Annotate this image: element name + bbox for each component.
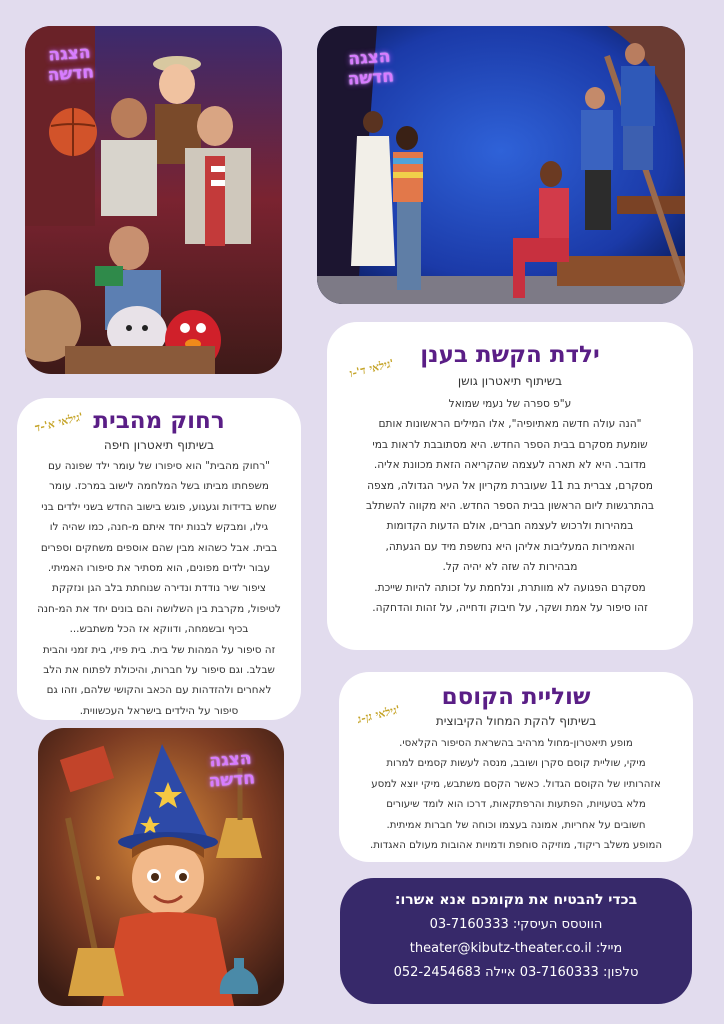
business-phone-link[interactable]: 03-7160333: [429, 917, 509, 932]
new-show-badge: הצגה חדשה: [347, 46, 395, 90]
age-range-label: גילאי א'-ד': [33, 410, 85, 435]
show-description: "רחוק מהבית" הוא סיפורו של עומר ילד שפונה עם משפחתו מביתו בשל המלחמה לישוב במרכז. עומר שחש בדידות וגעגוע, פוגש בישוב החדש בשני ילדים בני גילו, ומבקש לבנות יחד איתם מ-חנה, כמו שהיה לו בבית. אבל כשהוא מבין שהם אוספים משחקים וספרים עבור ילדים מפונים, הוא מסתיר את סיפורו האמיתי. ציפור שיר נודדת ונדירה שנוחתת בלב הגן ונזקקת לטיפול, מקרבת בין השלושה והם בונים יחד את המ-חנה בכיף ובשמחה, ודווקא אז הכל משתבש... זה סיפור על המהות של בית. בית פיזי, בית זמני והבית שבלב. וגם סיפור על חברות, והיכולת לפתוח את הלב לאחרים ולהזדהות עם הכאב והקושי שלהם, וזהו גם סיפור על הילדים בישראל העכשווית.: [37, 460, 281, 717]
contact-phone-line: טלפון: 03-7160333 איילה 052-2454683: [393, 965, 639, 980]
show-title: שוליית הקוסם: [441, 684, 591, 710]
new-show-badge: הצגה חדשה: [47, 42, 95, 86]
show-description: מופע תיאטרון-מחול מרהיב בהשראת הסיפור הקלאסי. מיקי, שוליית קוסם סקרן ושובב, מנסה לעשות קסמים למרות אזהרותיו של הקוסם הגדול. כאשר הקסם משתבש, מיקי יוצא למסע מלא בטעויות, הפתעות והרפתקאות, דרכו הוא לומד שיעורים חשובים על אחריות, אמונה בעצמו וכוחה של חברות אמיתית. המופע משלב ריקוד, מוזיקה סוחפת ודמויות אהובות מעולם האגדות.: [369, 738, 663, 852]
new-show-badge: הצגה חדשה: [208, 748, 256, 792]
phone-link[interactable]: 03-7160333: [519, 965, 599, 980]
contact-box: [340, 878, 692, 1004]
contact-mail-line: מייל: theater@kibutz-theater.co.il: [409, 941, 623, 956]
age-range-label: גילאי ד'-ו': [348, 356, 396, 381]
show-card-sorcerers-apprentice: [339, 672, 693, 862]
show-partner: בשיתוף להקת המחול הקיבוצית: [435, 714, 597, 728]
contact-title: בכדי להבטיח את מקומכם אנא אשרו:: [394, 892, 638, 908]
show-title: ילדת הקשת בענן: [420, 342, 600, 368]
show-title: רחוק מהבית: [93, 408, 225, 434]
mobile-link[interactable]: 052-2454683: [393, 965, 482, 980]
email-link[interactable]: theater@kibutz-theater.co.il: [409, 941, 592, 956]
show-description: ע"פ ספרה של נעמי שמואל "הנה עולה חדשה מאתיופיה", אלו המילים הראשונות אותם שומעת מסקרם בבית הספר החדש. היא מסתובבת לראות במי מדובר. היא לא תארה לעצמה שהקריאה הזאת מכוונת אליה. מסקרם, צברית בת 11 שעוברת מקריון אל העיר הגדולה, מצפה בהתרגשות ליום הראשון בבית הספר החדש. היא מקווה להשתלב במהירות ולרכוש לעצמה חברים, אולם הדעות הקדומות והאמירות המעליבות אליהן היא נחשפת מיד עם הגעתה, מבהירות לה שזה לא יהיה קל. מסקרם הפגועה לא מוותרת, ונלחמת על זכותה להיות שייכת. זהו סיפור על אמת ושקר, על חיבוק ודחייה, על זהות והדחקה.: [365, 398, 655, 615]
show-partner: בשיתוף תיאטרון חיפה: [103, 438, 215, 452]
stage-photo-rainbow-girl: [317, 26, 685, 304]
show-card-far-from-home: [17, 398, 301, 720]
age-range-label: גילאי גן-ג': [356, 702, 402, 727]
show-partner: בשיתוף תיאטרון גושן: [457, 374, 563, 388]
cast-photo-far-from-home: [25, 26, 282, 374]
illustration-sorcerers-apprentice: [38, 728, 284, 1006]
contact-business-line: הווטסס העיסקי: 03-7160333: [429, 917, 603, 932]
